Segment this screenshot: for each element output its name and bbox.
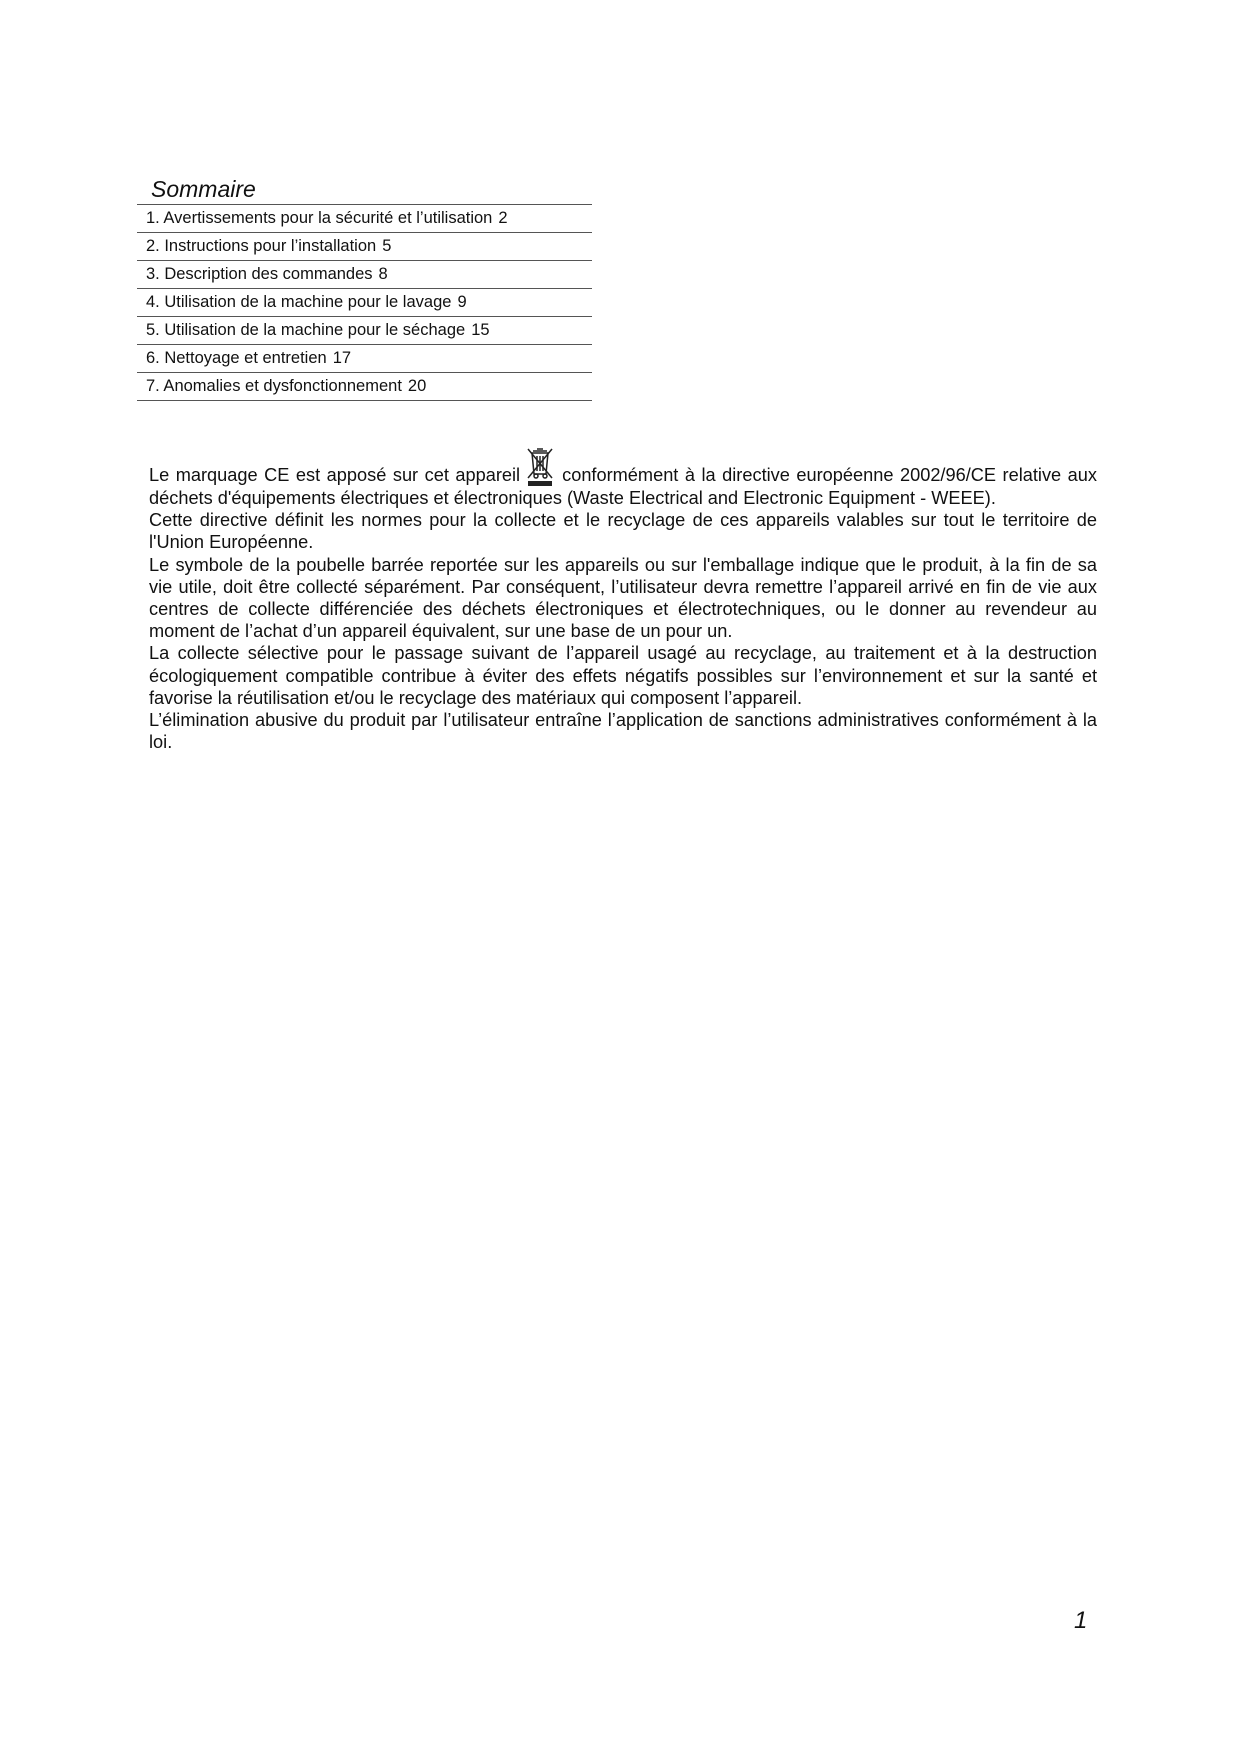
crossed-out-wheelie-bin-icon xyxy=(526,447,554,487)
toc-item-label: 1. Avertissements pour la sécurité et l’utilisation xyxy=(146,209,493,227)
weee-paragraph-4: La collecte sélective pour le passage suivant de l’appareil usagé au recyclage, au traitement et à la destruction écologiquement compatible contribue à éviter des effets négatifs possibles sur l’environnement et sur la santé et favorise la réutilisation et/ou le recyclage des matériaux qui composent l’appareil. xyxy=(149,643,1097,708)
toc-item-page: 17 xyxy=(332,349,352,367)
toc-item[interactable] xyxy=(137,205,592,233)
toc-item-page: 2 xyxy=(498,209,508,227)
weee-paragraph-1 xyxy=(149,447,1097,509)
toc-item-label: 3. Description des commandes xyxy=(146,265,373,283)
weee-text-after-icon: conformément à la directive européenne 2002/96/CE relative aux déchets d'équipements électriques et électroniques (Waste Electrical and Electronic Equipment - WEEE). xyxy=(149,465,1097,508)
toc-item-page: 15 xyxy=(471,321,490,339)
toc-item-label: 5. Utilisation de la machine pour le séchage xyxy=(146,321,466,339)
weee-paragraph-2: Cette directive définit les normes pour la collecte et le recyclage de ces appareils valables sur tout le territoire de l'Union Européenne. xyxy=(149,510,1097,553)
toc-item-label: 2. Instructions pour l’installation xyxy=(146,237,377,255)
weee-text-before-icon: Le marquage CE est apposé sur cet appareil xyxy=(149,465,521,485)
toc-item-page: 5 xyxy=(382,237,392,255)
table-of-contents xyxy=(137,176,592,401)
toc-item[interactable] xyxy=(137,261,592,289)
weee-paragraph-5: L’élimination abusive du produit par l’utilisateur entraîne l’application de sanctions administratives conformément à la loi. xyxy=(149,710,1097,753)
toc-item-page: 8 xyxy=(378,265,388,283)
toc-item-label: 4. Utilisation de la machine pour le lavage xyxy=(146,293,452,311)
weee-notice xyxy=(149,447,1097,753)
toc-item-label: 6. Nettoyage et entretien xyxy=(146,349,327,367)
toc-item-page: 20 xyxy=(407,377,427,395)
toc-item[interactable] xyxy=(137,373,592,401)
toc-item[interactable] xyxy=(137,289,592,317)
toc-item-label: 7. Anomalies et dysfonctionnement xyxy=(146,377,402,395)
page-number: 1 xyxy=(1074,1607,1088,1634)
toc-title: Sommaire xyxy=(137,176,592,205)
toc-item[interactable] xyxy=(137,233,592,261)
weee-paragraph-3: Le symbole de la poubelle barrée reportée sur les appareils ou sur l'emballage indique que le produit, à la fin de sa vie utile, doit être collecté séparément. Par conséquent, l’utilisateur devra remettre l’appareil arrivé en fin de vie aux centres de collecte différenciée des déchets électroniques et électrotechniques, ou le donner au revendeur au moment de l’achat d’un appareil équivalent, sur une base de un pour un. xyxy=(149,554,1097,642)
toc-list xyxy=(137,205,592,401)
toc-item[interactable] xyxy=(137,317,592,345)
toc-item-page: 9 xyxy=(457,293,467,311)
toc-item[interactable] xyxy=(137,345,592,373)
